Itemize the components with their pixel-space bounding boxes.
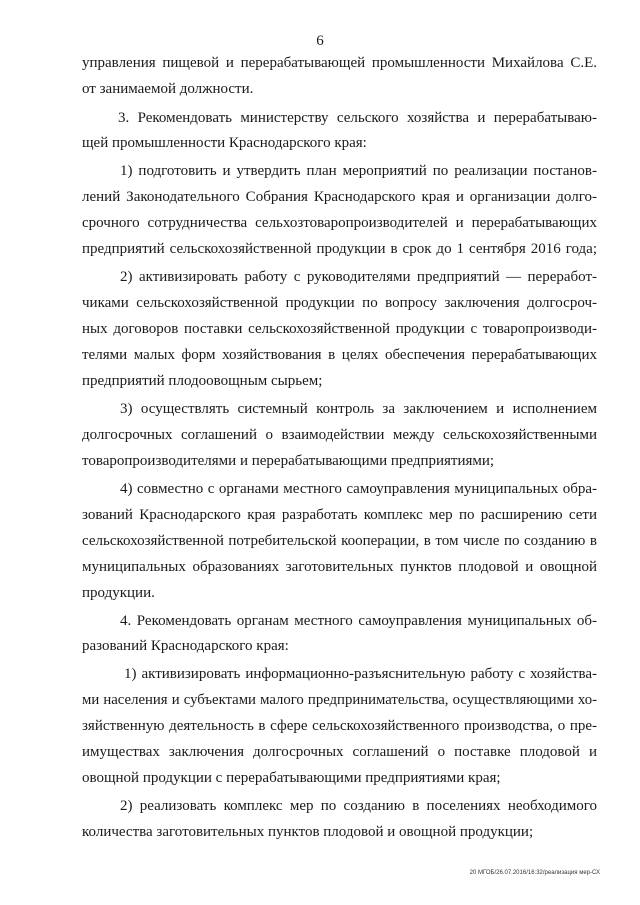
- text-line: чиками сельскохозяйственной продукции по вопросу заключения долгосроч-: [82, 295, 597, 311]
- text-line: зований Краснодарского края разработать комплекс мер по расширению сети: [82, 507, 597, 523]
- text-line: продукции.: [82, 585, 155, 601]
- text-line: от занимаемой должности.: [82, 81, 254, 97]
- text-line: ных договоров поставки сельскохозяйственной продукции с товаропроизводи-: [82, 321, 597, 337]
- text-line: 4) совместно с органами местного самоуправления муниципальных обра-: [120, 481, 597, 497]
- text-line: щей промышленности Краснодарского края:: [82, 135, 367, 151]
- text-line: 2) активизировать работу с руководителями предприятий — переработ-: [120, 269, 597, 285]
- text-line: долгосрочных соглашений о взаимодействии между сельскохозяйственными: [82, 427, 597, 443]
- text-line: управления пищевой и перерабатывающей промышленности Михайлова С.Е.: [82, 55, 597, 71]
- text-line: 1) подготовить и утвердить план мероприятий по реализации постанов-: [120, 163, 597, 179]
- text-line: предприятий плодоовощным сырьем;: [82, 373, 323, 389]
- text-line: зяйственную деятельность в сфере сельскохозяйственного производства, о пре-: [82, 718, 597, 734]
- text-line: предприятий сельскохозяйственной продукции в срок до 1 сентября 2016 года;: [82, 241, 597, 257]
- text-line: сельскохозяйственной потребительской кооперации, в том числе по созданию в: [82, 533, 597, 549]
- text-line: 1) активизировать информационно-разъяснительную работу с хозяйства-: [124, 666, 597, 682]
- text-line: имуществах заключения долгосрочных соглашений о поставке плодовой и: [82, 744, 597, 760]
- text-line: 3) осуществлять системный контроль за заключением и исполнением: [120, 401, 597, 417]
- text-line: количества заготовительных пунктов плодовой и овощной продукции;: [82, 824, 534, 840]
- text-line: 4. Рекомендовать органам местного самоуправления муниципальных об-: [120, 613, 597, 629]
- page-number: 6: [316, 33, 324, 49]
- text-line: 3. Рекомендовать министерству сельского хозяйства и перерабатываю-: [118, 110, 597, 126]
- text-line: ми населения и субъектами малого предпринимательства, осуществляющими хо-: [82, 692, 597, 708]
- text-line: телями малых форм хозяйствования в целях обеспечения перерабатывающих: [82, 347, 597, 363]
- text-line: 2) реализовать комплекс мер по созданию в поселениях необходимого: [120, 798, 597, 814]
- text-line: лений Законодательного Собрания Краснодарского края и организации долго-: [82, 189, 597, 205]
- footer-file-stamp: 20 МГОБ/26.07.2016/16:32/реализация мер-СХ: [469, 870, 600, 876]
- text-line: товаропроизводителями и перерабатывающими предприятиями;: [82, 453, 495, 469]
- text-line: разований Краснодарского края:: [82, 638, 289, 654]
- text-line: овощной продукции с перерабатывающими предприятиями края;: [82, 770, 501, 786]
- text-line: срочного сотрудничества сельхозтоваропроизводителей и перерабатывающих: [82, 215, 597, 231]
- text-line: муниципальных образованиях заготовительных пунктов плодовой и овощной: [82, 559, 597, 575]
